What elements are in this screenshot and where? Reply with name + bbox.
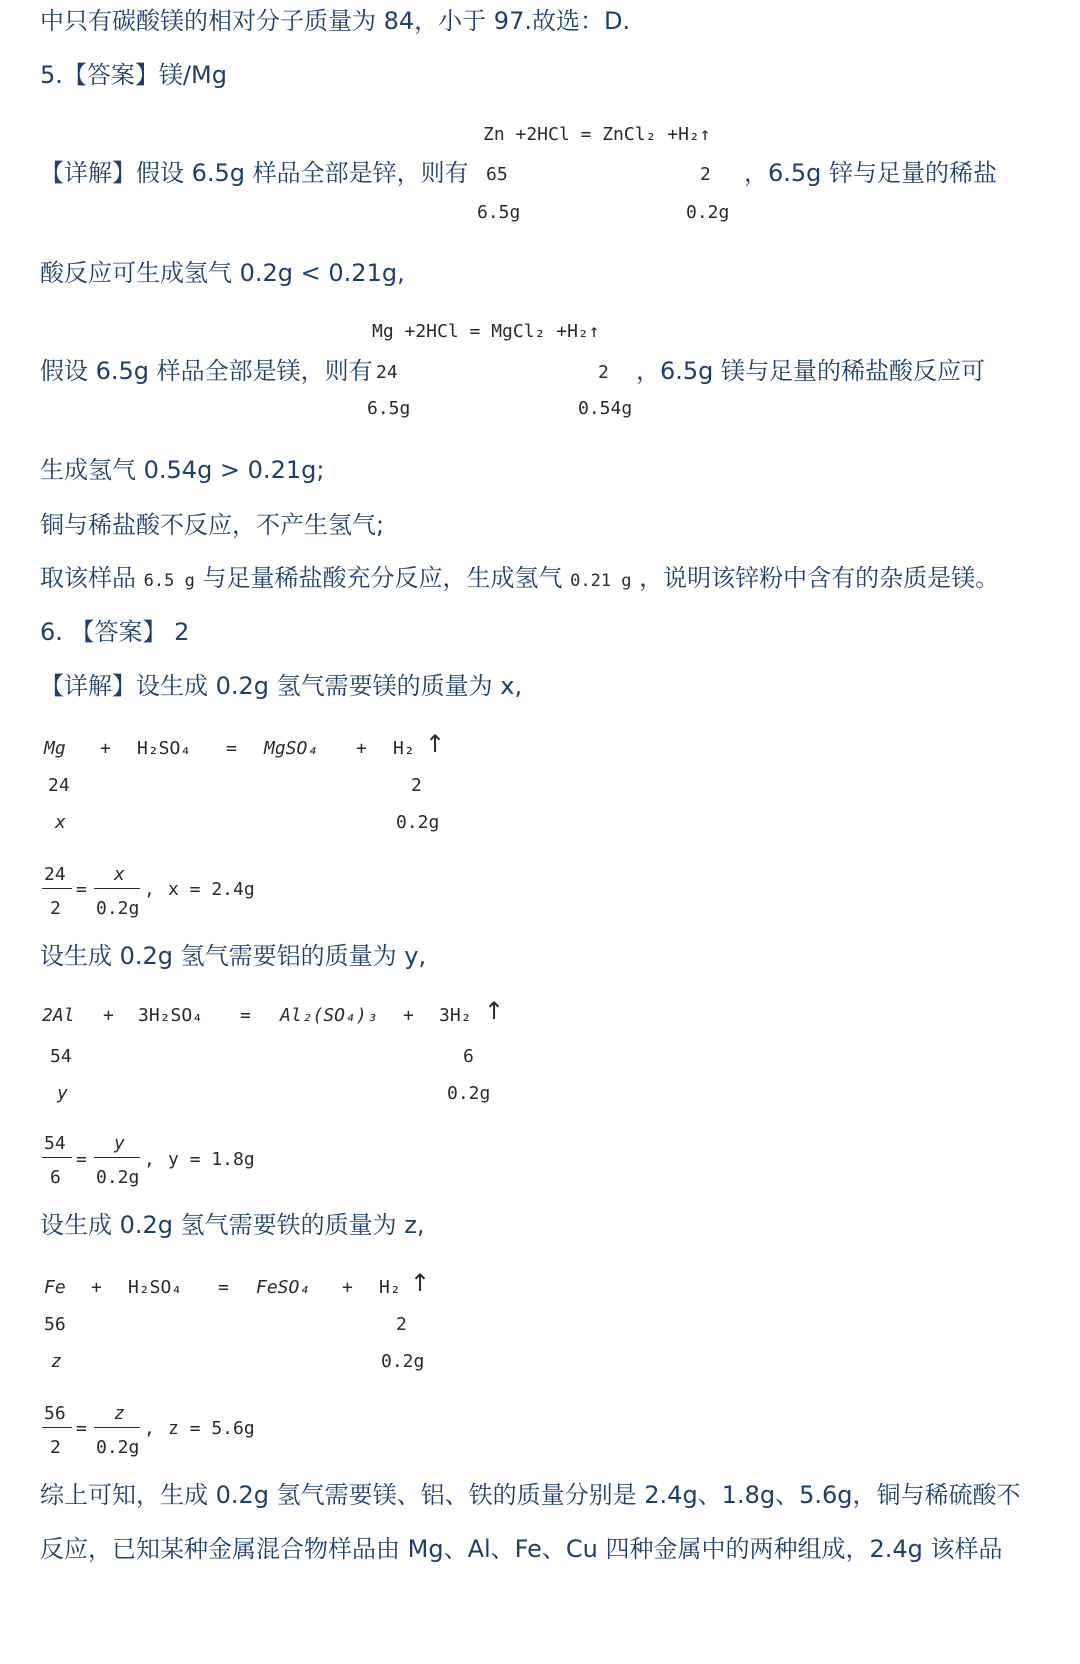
zn-molar-mass: 65	[486, 164, 508, 185]
al-frac1-den: 6	[50, 1167, 61, 1188]
mg-molar-mass: 24	[48, 775, 70, 796]
mg-comma: ,	[144, 879, 155, 900]
text-line-zn-result: ，6.5g 锌与足量的稀盐	[744, 159, 998, 187]
fe-frac1-num: 56	[44, 1403, 66, 1424]
fe-unknown: z	[51, 1351, 62, 1372]
al-result: y = 1.8g	[168, 1149, 255, 1170]
al-equals: =	[240, 1005, 251, 1026]
fe-equals: =	[218, 1277, 229, 1298]
text-line-mg-setup: 【详解】设生成 0.2g 氢气需要镁的质量为 x,	[40, 672, 523, 700]
al-frac2-bar	[94, 1157, 140, 1158]
fe-frac1-bar	[42, 1427, 72, 1428]
text-line-sample-conclusion	[40, 563, 999, 596]
al-plus-2: +	[403, 1005, 414, 1026]
h2-molar-mass-zn: 2	[700, 164, 711, 185]
fe-plus-2: +	[342, 1277, 353, 1298]
mg-h2-mass: 0.2g	[396, 812, 440, 833]
al-frac1-num: 54	[44, 1133, 66, 1154]
fe-frac2-den: 0.2g	[96, 1437, 140, 1458]
mg-frac2-num: x	[114, 864, 125, 885]
fe-frac1-den: 2	[50, 1437, 61, 1458]
al-product-h2: 3H₂	[439, 1005, 472, 1026]
mg-equals: =	[226, 738, 237, 759]
fe-h2-molar-mass: 2	[396, 1314, 407, 1335]
al-comma: ,	[144, 1149, 155, 1170]
mg-reactant: Mg	[44, 738, 66, 759]
al-h2-mass: 0.2g	[447, 1083, 491, 1104]
text-line-zn-intro: 【详解】假设 6.5g 样品全部是锌，则有	[40, 159, 469, 187]
sample-text-a: 取该样品	[40, 564, 136, 592]
h2-mass-mg-hcl: 0.54g	[578, 398, 633, 419]
mg-frac-equals: =	[76, 879, 87, 900]
fe-plus-1: +	[91, 1277, 102, 1298]
mg-frac2-den: 0.2g	[96, 898, 140, 919]
zn-sample-mass: 6.5g	[477, 202, 521, 223]
mg-product-salt: MgSO₄	[264, 738, 319, 759]
equation-mg-hcl: Mg +2HCl = MgCl₂ +H₂↑	[372, 321, 600, 342]
gas-arrow-icon: ↑	[484, 997, 505, 1025]
sample-text-e: ，说明该锌粉中含有的杂质是镁。	[639, 564, 1000, 592]
al-frac2-num: y	[114, 1133, 125, 1154]
mg-frac2-bar	[94, 888, 140, 889]
text-line-fe-setup: 设生成 0.2g 氢气需要铁的质量为 z,	[40, 1211, 425, 1239]
gas-arrow-icon: ↑	[425, 730, 446, 758]
al-frac1-bar	[42, 1157, 72, 1158]
mg-result: x = 2.4g	[168, 879, 255, 900]
mg-plus-1: +	[100, 738, 111, 759]
text-line-mg-conclusion: 生成氢气 0.54g > 0.21g;	[40, 456, 325, 484]
mg-sample-mass-hcl: 6.5g	[367, 398, 411, 419]
fe-h2-mass: 0.2g	[381, 1351, 425, 1372]
mg-molar-mass-hcl: 24	[376, 362, 398, 383]
h2-mass-zn: 0.2g	[686, 202, 730, 223]
mg-h2so4: H₂SO₄	[137, 738, 192, 759]
fe-result: z = 5.6g	[168, 1418, 255, 1439]
fe-frac2-num: z	[114, 1403, 125, 1424]
equation-zn-hcl: Zn +2HCl = ZnCl₂ +H₂↑	[483, 124, 711, 145]
h2-mass-inline: 0.21 g	[570, 571, 632, 591]
al-frac2-den: 0.2g	[96, 1167, 140, 1188]
al-reactant: 2Al	[42, 1005, 75, 1026]
text-line-summary-1: 综上可知，生成 0.2g 氢气需要镁、铝、铁的质量分别是 2.4g、1.8g、5.6g，铜与稀硫酸不	[40, 1481, 1021, 1509]
fe-product-h2: H₂	[379, 1277, 401, 1298]
sample-mass-inline: 6.5 g	[143, 571, 195, 591]
al-molar-mass: 54	[50, 1046, 72, 1067]
text-line-mg-result: ，6.5g 镁与足量的稀盐酸反应可	[636, 357, 986, 385]
al-unknown: y	[57, 1083, 68, 1104]
fe-comma: ,	[144, 1418, 155, 1439]
text-line-mg-intro: 假设 6.5g 样品全部是镁，则有	[40, 357, 373, 385]
al-product-salt: Al₂(SO₄)₃	[280, 1005, 378, 1026]
mg-h2-molar-mass: 2	[411, 775, 422, 796]
text-line-zn-conclusion: 酸反应可生成氢气 0.2g < 0.21g,	[40, 259, 405, 287]
sample-text-c: 与足量稀盐酸充分反应，生成氢气	[202, 564, 563, 592]
fe-product-salt: FeSO₄	[256, 1277, 311, 1298]
fe-reactant: Fe	[44, 1277, 66, 1298]
mg-frac1-den: 2	[50, 898, 61, 919]
al-h2so4: 3H₂SO₄	[138, 1005, 204, 1026]
mg-unknown: x	[55, 812, 66, 833]
fe-h2so4: H₂SO₄	[128, 1277, 183, 1298]
text-line-summary-2: 反应，已知某种金属混合物样品由 Mg、Al、Fe、Cu 四种金属中的两种组成，2.4g 该样品	[40, 1535, 1003, 1563]
mg-plus-2: +	[356, 738, 367, 759]
fe-molar-mass: 56	[44, 1314, 66, 1335]
mg-frac1-bar	[42, 888, 72, 889]
al-frac-equals: =	[76, 1149, 87, 1170]
h2-molar-mass-mg-hcl: 2	[598, 362, 609, 383]
al-plus-1: +	[103, 1005, 114, 1026]
answer-5-heading: 5.【答案】镁/Mg	[40, 61, 227, 89]
text-line-cu: 铜与稀盐酸不反应，不产生氢气;	[40, 511, 385, 539]
gas-arrow-icon: ↑	[410, 1269, 431, 1297]
fe-frac-equals: =	[76, 1418, 87, 1439]
answer-6-heading: 6. 【答案】 2	[40, 618, 190, 646]
fe-frac2-bar	[94, 1427, 140, 1428]
mg-frac1-num: 24	[44, 864, 66, 885]
text-line-al-setup: 设生成 0.2g 氢气需要铝的质量为 y,	[40, 942, 427, 970]
al-h2-molar-mass: 6	[463, 1046, 474, 1067]
text-line-conclusion-prev: 中只有碳酸镁的相对分子质量为 84，小于 97.故选：D.	[40, 7, 631, 35]
mg-product-h2: H₂	[393, 738, 415, 759]
